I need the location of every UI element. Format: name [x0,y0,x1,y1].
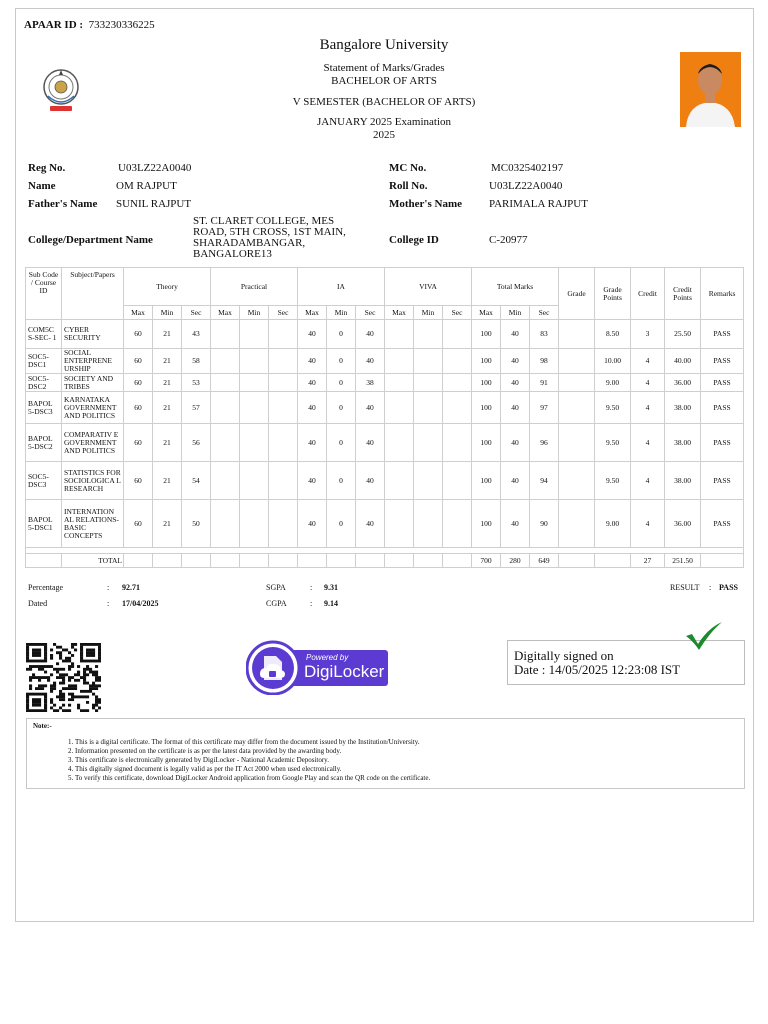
total-max: 100 [472,462,501,500]
total-viva-sec [443,554,472,568]
apaar-label: APAAR ID : [24,19,84,31]
course-code: BAPOL 5-DSC2 [26,424,62,462]
theory-sec: 53 [182,374,211,392]
total-grade-points [595,554,631,568]
theory-min: 21 [153,462,182,500]
mc-value: MC0325402197 [491,162,564,174]
table-row [26,500,744,548]
subheader-max: Max [472,306,501,320]
note-item: 4. This digitally signed document is legally valid as per the IT Act 2000 when used electronically. [75,765,738,774]
exam-year: 2025 [373,129,395,141]
subject-name: INTERNATION AL RELATIONS- BASIC CONCEPTS [62,500,124,548]
total-theory-max [124,554,153,568]
credit-points: 38.00 [665,392,701,424]
sgpa-value: 9.31 [324,583,338,592]
roll-label: Roll No. [389,180,428,192]
practical-max [211,392,240,424]
marks-body [26,320,744,568]
college-line: SHARADAMBANGAR, [193,237,306,249]
roll-value: U03LZ22A0040 [489,180,563,192]
ia-min: 0 [327,320,356,349]
viva-min [414,374,443,392]
credit: 4 [631,500,665,548]
college-line: ROAD, 5TH CROSS, 1ST MAIN, [193,226,346,238]
notes-box [26,718,745,789]
college-name [193,216,346,260]
university-seal-icon [38,66,84,116]
practical-sec [269,500,298,548]
practical-max [211,374,240,392]
theory-max: 60 [124,320,153,349]
subheader-max: Max [124,306,153,320]
college-line: BANGALORE13 [193,248,272,260]
header-credit-points: Credit Points [665,268,701,320]
viva-min [414,349,443,374]
subheader-sec: Sec [356,306,385,320]
total-max: 100 [472,392,501,424]
total-max: 100 [472,349,501,374]
total-sec: 94 [530,462,559,500]
grade-points: 9.00 [595,500,631,548]
total-sec: 97 [530,392,559,424]
total-practical-sec [269,554,298,568]
total-ia-sec [356,554,385,568]
remarks: PASS [701,424,744,462]
practical-sec [269,349,298,374]
college-id-label: College ID [389,234,439,246]
total-min: 40 [501,320,530,349]
apaar-value: 733230336225 [88,19,155,31]
subject-name: STATISTICS FOR SOCIOLOGICA L RESEARCH [62,462,124,500]
sgpa-colon: : [310,583,313,592]
remarks: PASS [701,374,744,392]
credit: 4 [631,374,665,392]
ia-max: 40 [298,424,327,462]
digilocker-logo-icon [246,640,389,695]
viva-max [385,500,414,548]
total-theory-sec [182,554,211,568]
notes-title: Note:- [33,722,52,730]
grade-points: 8.50 [595,320,631,349]
ia-sec: 40 [356,392,385,424]
total-practical-min [240,554,269,568]
mother-value: PARIMALA RAJPUT [489,198,588,210]
ia-sec: 40 [356,500,385,548]
course-code: BAPOL 5-DSC3 [26,392,62,424]
viva-sec [443,392,472,424]
theory-sec: 50 [182,500,211,548]
cgpa-colon: : [310,599,313,608]
table-row [26,462,744,500]
theory-sec: 54 [182,462,211,500]
note-item: 5. To verify this certificate, download DigiLocker Android application from Google Play and scan the QR code on the certificate. [75,774,738,783]
ia-max: 40 [298,374,327,392]
university-title: Bangalore University [319,37,449,53]
viva-min [414,500,443,548]
practical-sec [269,320,298,349]
mother-label: Mother's Name [389,198,463,210]
grade-points: 9.50 [595,424,631,462]
remarks: PASS [701,320,744,349]
reg-value: U03LZ22A0040 [118,162,192,174]
subject-name: SOCIETY AND TRIBES [62,374,124,392]
marks-table [25,267,744,568]
mc-label: MC No. [389,162,427,174]
viva-max [385,349,414,374]
header-practical: Practical [211,268,298,306]
viva-max [385,462,414,500]
total-total-max: 700 [472,554,501,568]
header-credit: Credit [631,268,665,320]
viva-sec [443,349,472,374]
credit: 3 [631,320,665,349]
qr-code-icon[interactable] [26,643,101,712]
practical-sec [269,424,298,462]
cgpa-value: 9.14 [324,599,338,608]
practical-max [211,424,240,462]
subject-name: SOCIAL ENTERPRENE URSHIP [62,349,124,374]
total-sec: 83 [530,320,559,349]
name-label: Name [28,180,56,192]
header-code: Sub Code / Course ID [26,268,62,320]
total-sec: 91 [530,374,559,392]
total-sec: 96 [530,424,559,462]
header-viva: VIVA [385,268,472,306]
credit: 4 [631,462,665,500]
viva-sec [443,462,472,500]
total-sec: 90 [530,500,559,548]
name-value: OM RAJPUT [116,180,177,192]
viva-sec [443,320,472,349]
viva-sec [443,374,472,392]
subheader-sec: Sec [269,306,298,320]
subheader-max: Max [298,306,327,320]
practical-max [211,500,240,548]
table-row [26,424,744,462]
viva-max [385,374,414,392]
theory-max: 60 [124,500,153,548]
credit-points: 38.00 [665,462,701,500]
viva-min [414,392,443,424]
ia-min: 0 [327,374,356,392]
theory-max: 60 [124,392,153,424]
theory-min: 21 [153,374,182,392]
total-min: 40 [501,500,530,548]
viva-min [414,424,443,462]
green-check-icon [684,620,724,652]
grade-points: 9.50 [595,392,631,424]
theory-min: 21 [153,349,182,374]
subheader-min: Min [501,306,530,320]
total-subject-name: TOTAL [62,554,124,568]
total-min: 40 [501,424,530,462]
result-value: PASS [719,583,738,592]
table-row [26,392,744,424]
total-credit: 27 [631,554,665,568]
ia-sec: 40 [356,349,385,374]
course-code: COM5C S-SEC- 1 [26,320,62,349]
grade [559,424,595,462]
table-row [26,374,744,392]
practical-min [240,500,269,548]
practical-min [240,349,269,374]
viva-sec [443,424,472,462]
credit-points: 36.00 [665,374,701,392]
practical-max [211,462,240,500]
theory-max: 60 [124,374,153,392]
remarks: PASS [701,500,744,548]
viva-max [385,392,414,424]
percentage-value: 92.71 [122,583,140,592]
grade [559,462,595,500]
grade-points: 9.00 [595,374,631,392]
ia-max: 40 [298,392,327,424]
semester-title: V SEMESTER (BACHELOR OF ARTS) [292,96,476,108]
header-grade: Grade [559,268,595,320]
total-ia-max [298,554,327,568]
subject-name: KARNATAKA GOVERNMENT AND POLITICS [62,392,124,424]
powered-by-text: Powered by [306,653,349,662]
total-row [26,554,744,568]
degree-title: BACHELOR OF ARTS [331,75,437,87]
total-min: 40 [501,462,530,500]
ia-max: 40 [298,349,327,374]
header-remarks: Remarks [701,268,744,320]
remarks: PASS [701,392,744,424]
remarks: PASS [701,462,744,500]
total-min: 40 [501,349,530,374]
practical-min [240,374,269,392]
theory-min: 21 [153,424,182,462]
grade [559,500,595,548]
practical-sec [269,392,298,424]
signed-date-text: Date : 14/05/2025 12:23:08 IST [514,662,681,677]
note-item: 1. This is a digital certificate. The format of this certificate may differ from the document issued by the Institution/University. [75,738,738,747]
theory-sec: 58 [182,349,211,374]
grade-points: 9.50 [595,462,631,500]
total-min: 40 [501,392,530,424]
total-credit-points: 251.50 [665,554,701,568]
ia-min: 0 [327,462,356,500]
course-code: SOC5- DSC2 [26,374,62,392]
credit: 4 [631,349,665,374]
grade [559,392,595,424]
theory-sec: 56 [182,424,211,462]
practical-max [211,349,240,374]
total-max: 100 [472,500,501,548]
course-code: SOC5- DSC3 [26,462,62,500]
practical-min [240,320,269,349]
theory-max: 60 [124,349,153,374]
theory-sec: 43 [182,320,211,349]
total-sec: 98 [530,349,559,374]
viva-sec [443,500,472,548]
course-code: SOC5- DSC1 [26,349,62,374]
dated-label: Dated [28,599,48,608]
credit-points: 36.00 [665,500,701,548]
dated-value: 17/04/2025 [122,599,159,608]
practical-sec [269,462,298,500]
father-label: Father's Name [28,198,98,210]
student-photo [680,52,741,127]
total-grade [559,554,595,568]
subheader-max: Max [385,306,414,320]
credit: 4 [631,392,665,424]
credit-points: 38.00 [665,424,701,462]
apaar-id [24,19,155,31]
practical-min [240,424,269,462]
note-item: 3. This certificate is electronically generated by DigiLocker - National Academic Depository. [75,756,738,765]
remarks: PASS [701,349,744,374]
college-id-value: C-20977 [489,234,528,246]
subject-name: COMPARATIV E GOVERNMENT AND POLITICS [62,424,124,462]
result-colon: : [709,583,712,592]
statement-title: Statement of Marks/Grades [323,62,445,74]
viva-max [385,320,414,349]
theory-max: 60 [124,424,153,462]
ia-sec: 40 [356,424,385,462]
exam-title: JANUARY 2025 Examination [316,116,452,128]
dated-colon: : [107,599,110,608]
total-viva-min [414,554,443,568]
ia-min: 0 [327,392,356,424]
table-row [26,320,744,349]
total-theory-min [153,554,182,568]
result-label: RESULT [670,583,700,592]
college-line: ST. CLARET COLLEGE, MES [193,215,335,227]
practical-min [240,392,269,424]
course-code: BAPOL 5-DSC1 [26,500,62,548]
viva-min [414,462,443,500]
grade [559,374,595,392]
credit: 4 [631,424,665,462]
total-max: 100 [472,320,501,349]
header-ia: IA [298,268,385,306]
ia-sec: 40 [356,320,385,349]
subject-name: CYBER SECURITY [62,320,124,349]
subheader-sec: Sec [182,306,211,320]
theory-min: 21 [153,392,182,424]
ia-sec: 38 [356,374,385,392]
grade [559,349,595,374]
subheader-min: Min [327,306,356,320]
percentage-label: Percentage [28,583,64,592]
total-total-sec: 649 [530,554,559,568]
total-total-min: 280 [501,554,530,568]
total-remarks [701,554,744,568]
total-max: 100 [472,374,501,392]
college-label: College/Department Name [28,234,153,246]
subheader-max: Max [211,306,240,320]
subheader-sec: Sec [530,306,559,320]
subheader-min: Min [240,306,269,320]
theory-min: 21 [153,500,182,548]
grade-points: 10.00 [595,349,631,374]
subheader-min: Min [414,306,443,320]
header-total: Total Marks [472,268,559,306]
total-ia-min [327,554,356,568]
note-item: 2. Information presented on the certificate is as per the latest data provided by the awarding body. [75,747,738,756]
subheader-sec: Sec [443,306,472,320]
theory-sec: 57 [182,392,211,424]
notes-list [75,738,738,783]
ia-min: 0 [327,424,356,462]
viva-max [385,424,414,462]
subheader-min: Min [153,306,182,320]
ia-min: 0 [327,349,356,374]
digilocker-brand-text: DigiLocker [304,662,385,681]
grade [559,320,595,349]
signed-on-text: Digitally signed on [514,648,614,663]
percentage-colon: : [107,583,110,592]
total-min: 40 [501,374,530,392]
practical-max [211,320,240,349]
header-theory: Theory [124,268,211,306]
practical-sec [269,374,298,392]
theory-min: 21 [153,320,182,349]
ia-sec: 40 [356,462,385,500]
sgpa-label: SGPA [266,583,286,592]
credit-points: 40.00 [665,349,701,374]
header-subject: Subject/Papers [62,268,124,320]
total-course-code [26,554,62,568]
theory-max: 60 [124,462,153,500]
table-row [26,349,744,374]
cgpa-label: CGPA [266,599,287,608]
ia-min: 0 [327,500,356,548]
credit-points: 25.50 [665,320,701,349]
father-value: SUNIL RAJPUT [116,198,192,210]
reg-label: Reg No. [28,162,66,174]
ia-max: 40 [298,500,327,548]
practical-min [240,462,269,500]
ia-max: 40 [298,320,327,349]
ia-max: 40 [298,462,327,500]
total-practical-max [211,554,240,568]
total-max: 100 [472,424,501,462]
viva-min [414,320,443,349]
header-grade-points: Grade Points [595,268,631,320]
total-viva-max [385,554,414,568]
